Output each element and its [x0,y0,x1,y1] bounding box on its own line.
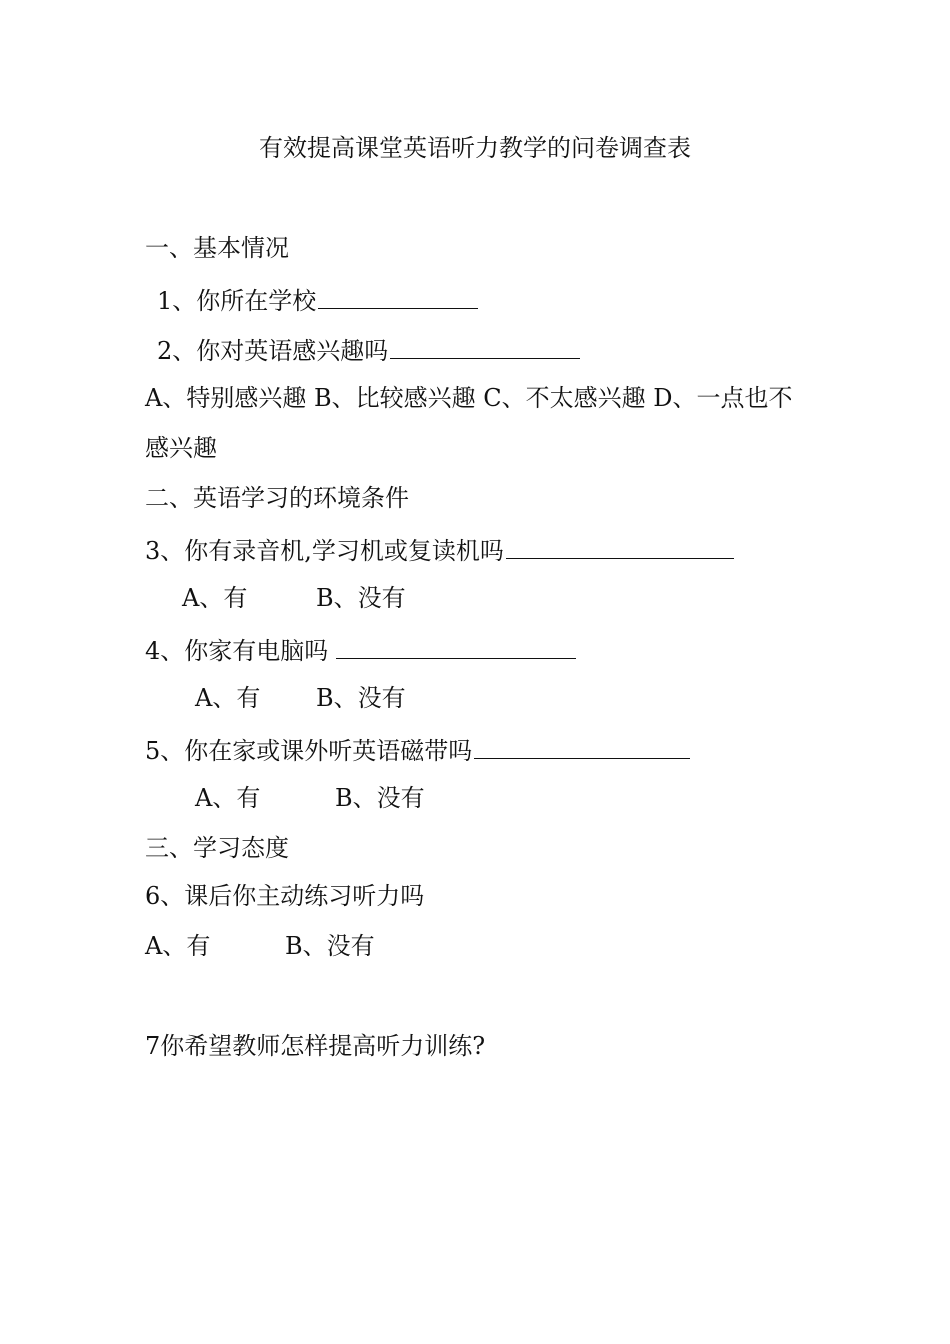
question-1-answer-blank[interactable] [318,278,478,309]
question-3-options [182,578,406,618]
question-5 [145,728,690,771]
question-2-options-continued: 感兴趣 [145,434,217,462]
question-3-option-a[interactable]: A、有 [182,584,248,612]
question-6-options [145,926,375,966]
question-6: 6、课后你主动练习听力吗 [145,882,425,910]
question-2-answer-blank[interactable] [390,328,580,359]
question-1-text: 1、你所在学校 [157,287,317,315]
question-3-answer-blank[interactable] [506,528,734,559]
section-attitude: 三、学习态度 [145,834,289,862]
question-1 [157,278,478,321]
question-3-option-b[interactable]: B、没有 [316,584,406,612]
question-4-option-b[interactable]: B、没有 [316,684,406,712]
question-2 [157,328,580,371]
question-5-option-b[interactable]: B、没有 [335,784,425,812]
question-2-options: A、特别感兴趣 B、比较感兴趣 C、不太感兴趣 D、一点也不 [145,384,793,412]
question-4-text: 4、你家有电脑吗 [145,637,329,665]
question-4-answer-blank[interactable] [336,628,576,659]
question-5-option-a[interactable]: A、有 [195,784,261,812]
page-title: 有效提高课堂英语听力教学的问卷调查表 [259,134,691,162]
question-5-options [195,778,425,818]
question-6-option-a[interactable]: A、有 [145,932,211,960]
section-basic-info: 一、基本情况 [145,234,289,262]
question-6-option-b[interactable]: B、没有 [285,932,375,960]
question-3 [145,528,734,571]
question-3-text: 3、你有录音机,学习机或复读机吗 [145,537,504,565]
question-4-options [195,678,406,718]
question-5-answer-blank[interactable] [474,728,690,759]
section-environment: 二、英语学习的环境条件 [145,484,409,512]
question-5-text: 5、你在家或课外听英语磁带吗 [145,737,473,765]
question-2-text: 2、你对英语感兴趣吗 [157,337,389,365]
question-4-option-a[interactable]: A、有 [195,684,261,712]
question-7: 7你希望教师怎样提高听力训练? [145,1032,486,1060]
question-4 [145,628,576,671]
